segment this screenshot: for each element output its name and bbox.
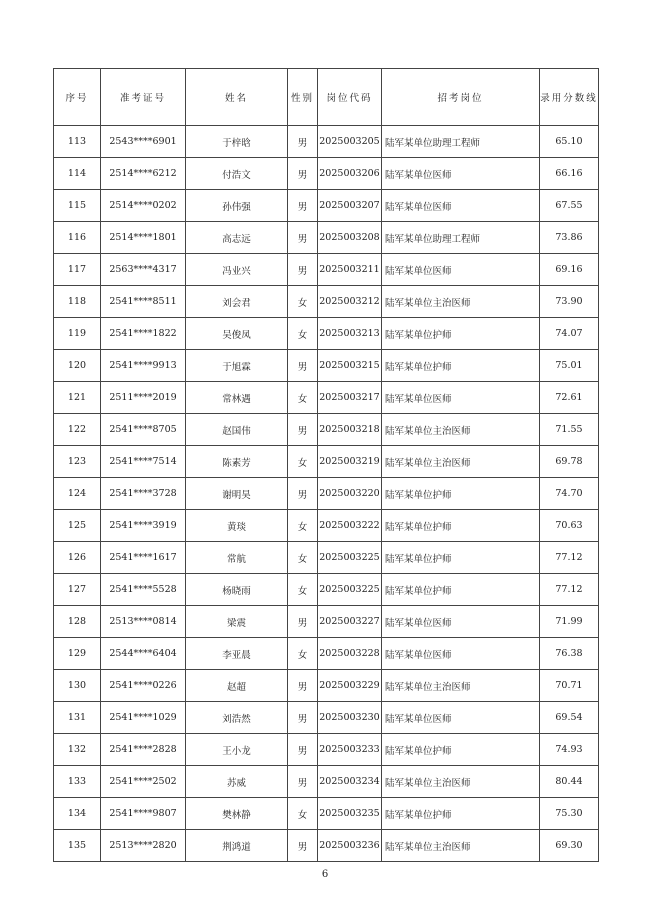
cell-gender: 男 (288, 702, 318, 734)
cell-score: 70.63 (540, 510, 599, 542)
cell-score: 72.61 (540, 382, 599, 414)
cell-position-code: 2025003212 (318, 286, 382, 318)
cell-gender: 男 (288, 766, 318, 798)
cell-serial: 130 (54, 670, 101, 702)
cell-serial: 128 (54, 606, 101, 638)
cell-position-code: 2025003229 (318, 670, 382, 702)
table-row (54, 510, 599, 542)
table-row (54, 318, 599, 350)
table-row (54, 606, 599, 638)
cell-serial: 117 (54, 254, 101, 286)
cell-serial: 134 (54, 798, 101, 830)
table-row (54, 542, 599, 574)
header-gender: 性别 (288, 69, 318, 126)
cell-position: 陆军某单位医师 (382, 606, 540, 638)
cell-serial: 129 (54, 638, 101, 670)
cell-position: 陆军某单位主治医师 (382, 670, 540, 702)
header-name: 姓名 (186, 69, 288, 126)
cell-score: 67.55 (540, 190, 599, 222)
table-row (54, 766, 599, 798)
cell-name: 于旭霖 (186, 350, 288, 382)
cell-position: 陆军某单位主治医师 (382, 830, 540, 862)
cell-position: 陆军某单位医师 (382, 158, 540, 190)
cell-position: 陆军某单位医师 (382, 190, 540, 222)
cell-position-code: 2025003233 (318, 734, 382, 766)
cell-name: 常林遇 (186, 382, 288, 414)
cell-position: 陆军某单位主治医师 (382, 414, 540, 446)
cell-name: 谢明昊 (186, 478, 288, 510)
cell-exam-id: 2541****0226 (101, 670, 186, 702)
cell-name: 刘浩然 (186, 702, 288, 734)
table-body (54, 126, 599, 862)
cell-name: 赵国伟 (186, 414, 288, 446)
cell-position: 陆军某单位医师 (382, 638, 540, 670)
cell-position-code: 2025003208 (318, 222, 382, 254)
cell-name: 高志远 (186, 222, 288, 254)
cell-serial: 127 (54, 574, 101, 606)
cell-exam-id: 2541****8511 (101, 286, 186, 318)
cell-exam-id: 2541****3728 (101, 478, 186, 510)
cell-serial: 125 (54, 510, 101, 542)
cell-position: 陆军某单位医师 (382, 702, 540, 734)
cell-score: 66.16 (540, 158, 599, 190)
cell-name: 赵超 (186, 670, 288, 702)
cell-position-code: 2025003211 (318, 254, 382, 286)
cell-exam-id: 2514****6212 (101, 158, 186, 190)
cell-exam-id: 2513****0814 (101, 606, 186, 638)
table-row (54, 158, 599, 190)
cell-gender: 女 (288, 382, 318, 414)
cell-position-code: 2025003230 (318, 702, 382, 734)
cell-exam-id: 2514****1801 (101, 222, 186, 254)
cell-serial: 131 (54, 702, 101, 734)
cell-score: 80.44 (540, 766, 599, 798)
cell-score: 70.71 (540, 670, 599, 702)
cell-score: 77.12 (540, 542, 599, 574)
cell-serial: 115 (54, 190, 101, 222)
cell-position: 陆军某单位护师 (382, 318, 540, 350)
cell-position-code: 2025003218 (318, 414, 382, 446)
table-row (54, 670, 599, 702)
cell-score: 74.07 (540, 318, 599, 350)
table-row (54, 190, 599, 222)
cell-exam-id: 2541****3919 (101, 510, 186, 542)
cell-position: 陆军某单位主治医师 (382, 766, 540, 798)
cell-position: 陆军某单位主治医师 (382, 286, 540, 318)
cell-name: 苏威 (186, 766, 288, 798)
table-row (54, 798, 599, 830)
cell-name: 荆鸿道 (186, 830, 288, 862)
cell-score: 69.16 (540, 254, 599, 286)
cell-gender: 男 (288, 126, 318, 158)
cell-score: 69.54 (540, 702, 599, 734)
cell-name: 刘会君 (186, 286, 288, 318)
cell-score: 75.30 (540, 798, 599, 830)
cell-serial: 119 (54, 318, 101, 350)
cell-name: 李亚晨 (186, 638, 288, 670)
cell-position-code: 2025003205 (318, 126, 382, 158)
table-row (54, 638, 599, 670)
cell-score: 65.10 (540, 126, 599, 158)
page-number: 6 (321, 869, 329, 880)
cell-name: 于梓晗 (186, 126, 288, 158)
table-row (54, 830, 599, 862)
cell-position: 陆军某单位护师 (382, 574, 540, 606)
table-row (54, 734, 599, 766)
cell-position: 陆军某单位护师 (382, 734, 540, 766)
cell-exam-id: 2563****4317 (101, 254, 186, 286)
cell-serial: 135 (54, 830, 101, 862)
table-row (54, 574, 599, 606)
cell-exam-id: 2544****6404 (101, 638, 186, 670)
cell-name: 王小龙 (186, 734, 288, 766)
cell-gender: 女 (288, 510, 318, 542)
cell-gender: 男 (288, 222, 318, 254)
cell-position-code: 2025003222 (318, 510, 382, 542)
cell-gender: 女 (288, 638, 318, 670)
cell-gender: 女 (288, 798, 318, 830)
cell-gender: 女 (288, 318, 318, 350)
table-row (54, 350, 599, 382)
cell-score: 69.78 (540, 446, 599, 478)
cell-name: 冯业兴 (186, 254, 288, 286)
cell-score: 74.93 (540, 734, 599, 766)
cell-position: 陆军某单位护师 (382, 542, 540, 574)
cell-position-code: 2025003227 (318, 606, 382, 638)
cell-serial: 118 (54, 286, 101, 318)
cell-position: 陆军某单位助理工程师 (382, 126, 540, 158)
cell-exam-id: 2541****1822 (101, 318, 186, 350)
table-row (54, 254, 599, 286)
cell-name: 梁震 (186, 606, 288, 638)
cell-exam-id: 2541****9913 (101, 350, 186, 382)
cell-score: 73.86 (540, 222, 599, 254)
cell-gender: 男 (288, 158, 318, 190)
table-row (54, 126, 599, 158)
cell-serial: 121 (54, 382, 101, 414)
cell-gender: 女 (288, 446, 318, 478)
cell-name: 付浩文 (186, 158, 288, 190)
cell-score: 73.90 (540, 286, 599, 318)
cell-position-code: 2025003228 (318, 638, 382, 670)
cell-exam-id: 2541****2828 (101, 734, 186, 766)
cell-position: 陆军某单位主治医师 (382, 446, 540, 478)
table-row (54, 414, 599, 446)
cell-name: 杨晓雨 (186, 574, 288, 606)
cell-position-code: 2025003215 (318, 350, 382, 382)
cell-gender: 女 (288, 286, 318, 318)
cell-position-code: 2025003206 (318, 158, 382, 190)
cell-position-code: 2025003219 (318, 446, 382, 478)
header-exam-id: 准考证号 (101, 69, 186, 126)
cell-serial: 133 (54, 766, 101, 798)
cell-exam-id: 2543****6901 (101, 126, 186, 158)
cell-score: 77.12 (540, 574, 599, 606)
table-header-row (54, 69, 599, 126)
cell-serial: 114 (54, 158, 101, 190)
cell-gender: 男 (288, 414, 318, 446)
cell-exam-id: 2513****2820 (101, 830, 186, 862)
cell-position: 陆军某单位护师 (382, 798, 540, 830)
cell-name: 常航 (186, 542, 288, 574)
cell-score: 69.30 (540, 830, 599, 862)
cell-score: 71.99 (540, 606, 599, 638)
cell-gender: 男 (288, 606, 318, 638)
table-row (54, 286, 599, 318)
header-serial: 序号 (54, 69, 101, 126)
cell-position-code: 2025003225 (318, 542, 382, 574)
cell-name: 黄琰 (186, 510, 288, 542)
cell-exam-id: 2541****9807 (101, 798, 186, 830)
cell-score: 75.01 (540, 350, 599, 382)
score-table (53, 68, 599, 862)
cell-gender: 女 (288, 574, 318, 606)
cell-exam-id: 2541****8705 (101, 414, 186, 446)
cell-position: 陆军某单位护师 (382, 350, 540, 382)
cell-position-code: 2025003234 (318, 766, 382, 798)
cell-position-code: 2025003225 (318, 574, 382, 606)
cell-gender: 男 (288, 190, 318, 222)
cell-position: 陆军某单位助理工程师 (382, 222, 540, 254)
table-row (54, 702, 599, 734)
cell-exam-id: 2541****1029 (101, 702, 186, 734)
cell-serial: 123 (54, 446, 101, 478)
cell-exam-id: 2541****5528 (101, 574, 186, 606)
cell-gender: 男 (288, 830, 318, 862)
cell-position: 陆军某单位护师 (382, 478, 540, 510)
table-row (54, 382, 599, 414)
cell-exam-id: 2511****2019 (101, 382, 186, 414)
table-row (54, 446, 599, 478)
table-row (54, 222, 599, 254)
cell-position: 陆军某单位医师 (382, 254, 540, 286)
cell-position: 陆军某单位护师 (382, 510, 540, 542)
cell-exam-id: 2541****7514 (101, 446, 186, 478)
cell-name: 陈素芳 (186, 446, 288, 478)
cell-exam-id: 2541****2502 (101, 766, 186, 798)
cell-gender: 男 (288, 478, 318, 510)
cell-serial: 113 (54, 126, 101, 158)
header-score: 录用分数线 (540, 69, 599, 126)
cell-position-code: 2025003236 (318, 830, 382, 862)
cell-exam-id: 2541****1617 (101, 542, 186, 574)
cell-position-code: 2025003220 (318, 478, 382, 510)
cell-serial: 122 (54, 414, 101, 446)
cell-score: 71.55 (540, 414, 599, 446)
header-position-code: 岗位代码 (318, 69, 382, 126)
cell-gender: 男 (288, 670, 318, 702)
cell-gender: 男 (288, 734, 318, 766)
header-position: 招考岗位 (382, 69, 540, 126)
cell-serial: 124 (54, 478, 101, 510)
cell-position-code: 2025003207 (318, 190, 382, 222)
cell-gender: 女 (288, 542, 318, 574)
table-row (54, 478, 599, 510)
cell-gender: 男 (288, 254, 318, 286)
cell-score: 74.70 (540, 478, 599, 510)
cell-name: 吴俊凤 (186, 318, 288, 350)
cell-name: 孙伟强 (186, 190, 288, 222)
cell-serial: 120 (54, 350, 101, 382)
cell-exam-id: 2514****0202 (101, 190, 186, 222)
cell-serial: 116 (54, 222, 101, 254)
cell-position: 陆军某单位医师 (382, 382, 540, 414)
cell-score: 76.38 (540, 638, 599, 670)
cell-serial: 132 (54, 734, 101, 766)
cell-position-code: 2025003213 (318, 318, 382, 350)
cell-serial: 126 (54, 542, 101, 574)
cell-gender: 男 (288, 350, 318, 382)
cell-name: 樊林静 (186, 798, 288, 830)
cell-position-code: 2025003235 (318, 798, 382, 830)
cell-position-code: 2025003217 (318, 382, 382, 414)
